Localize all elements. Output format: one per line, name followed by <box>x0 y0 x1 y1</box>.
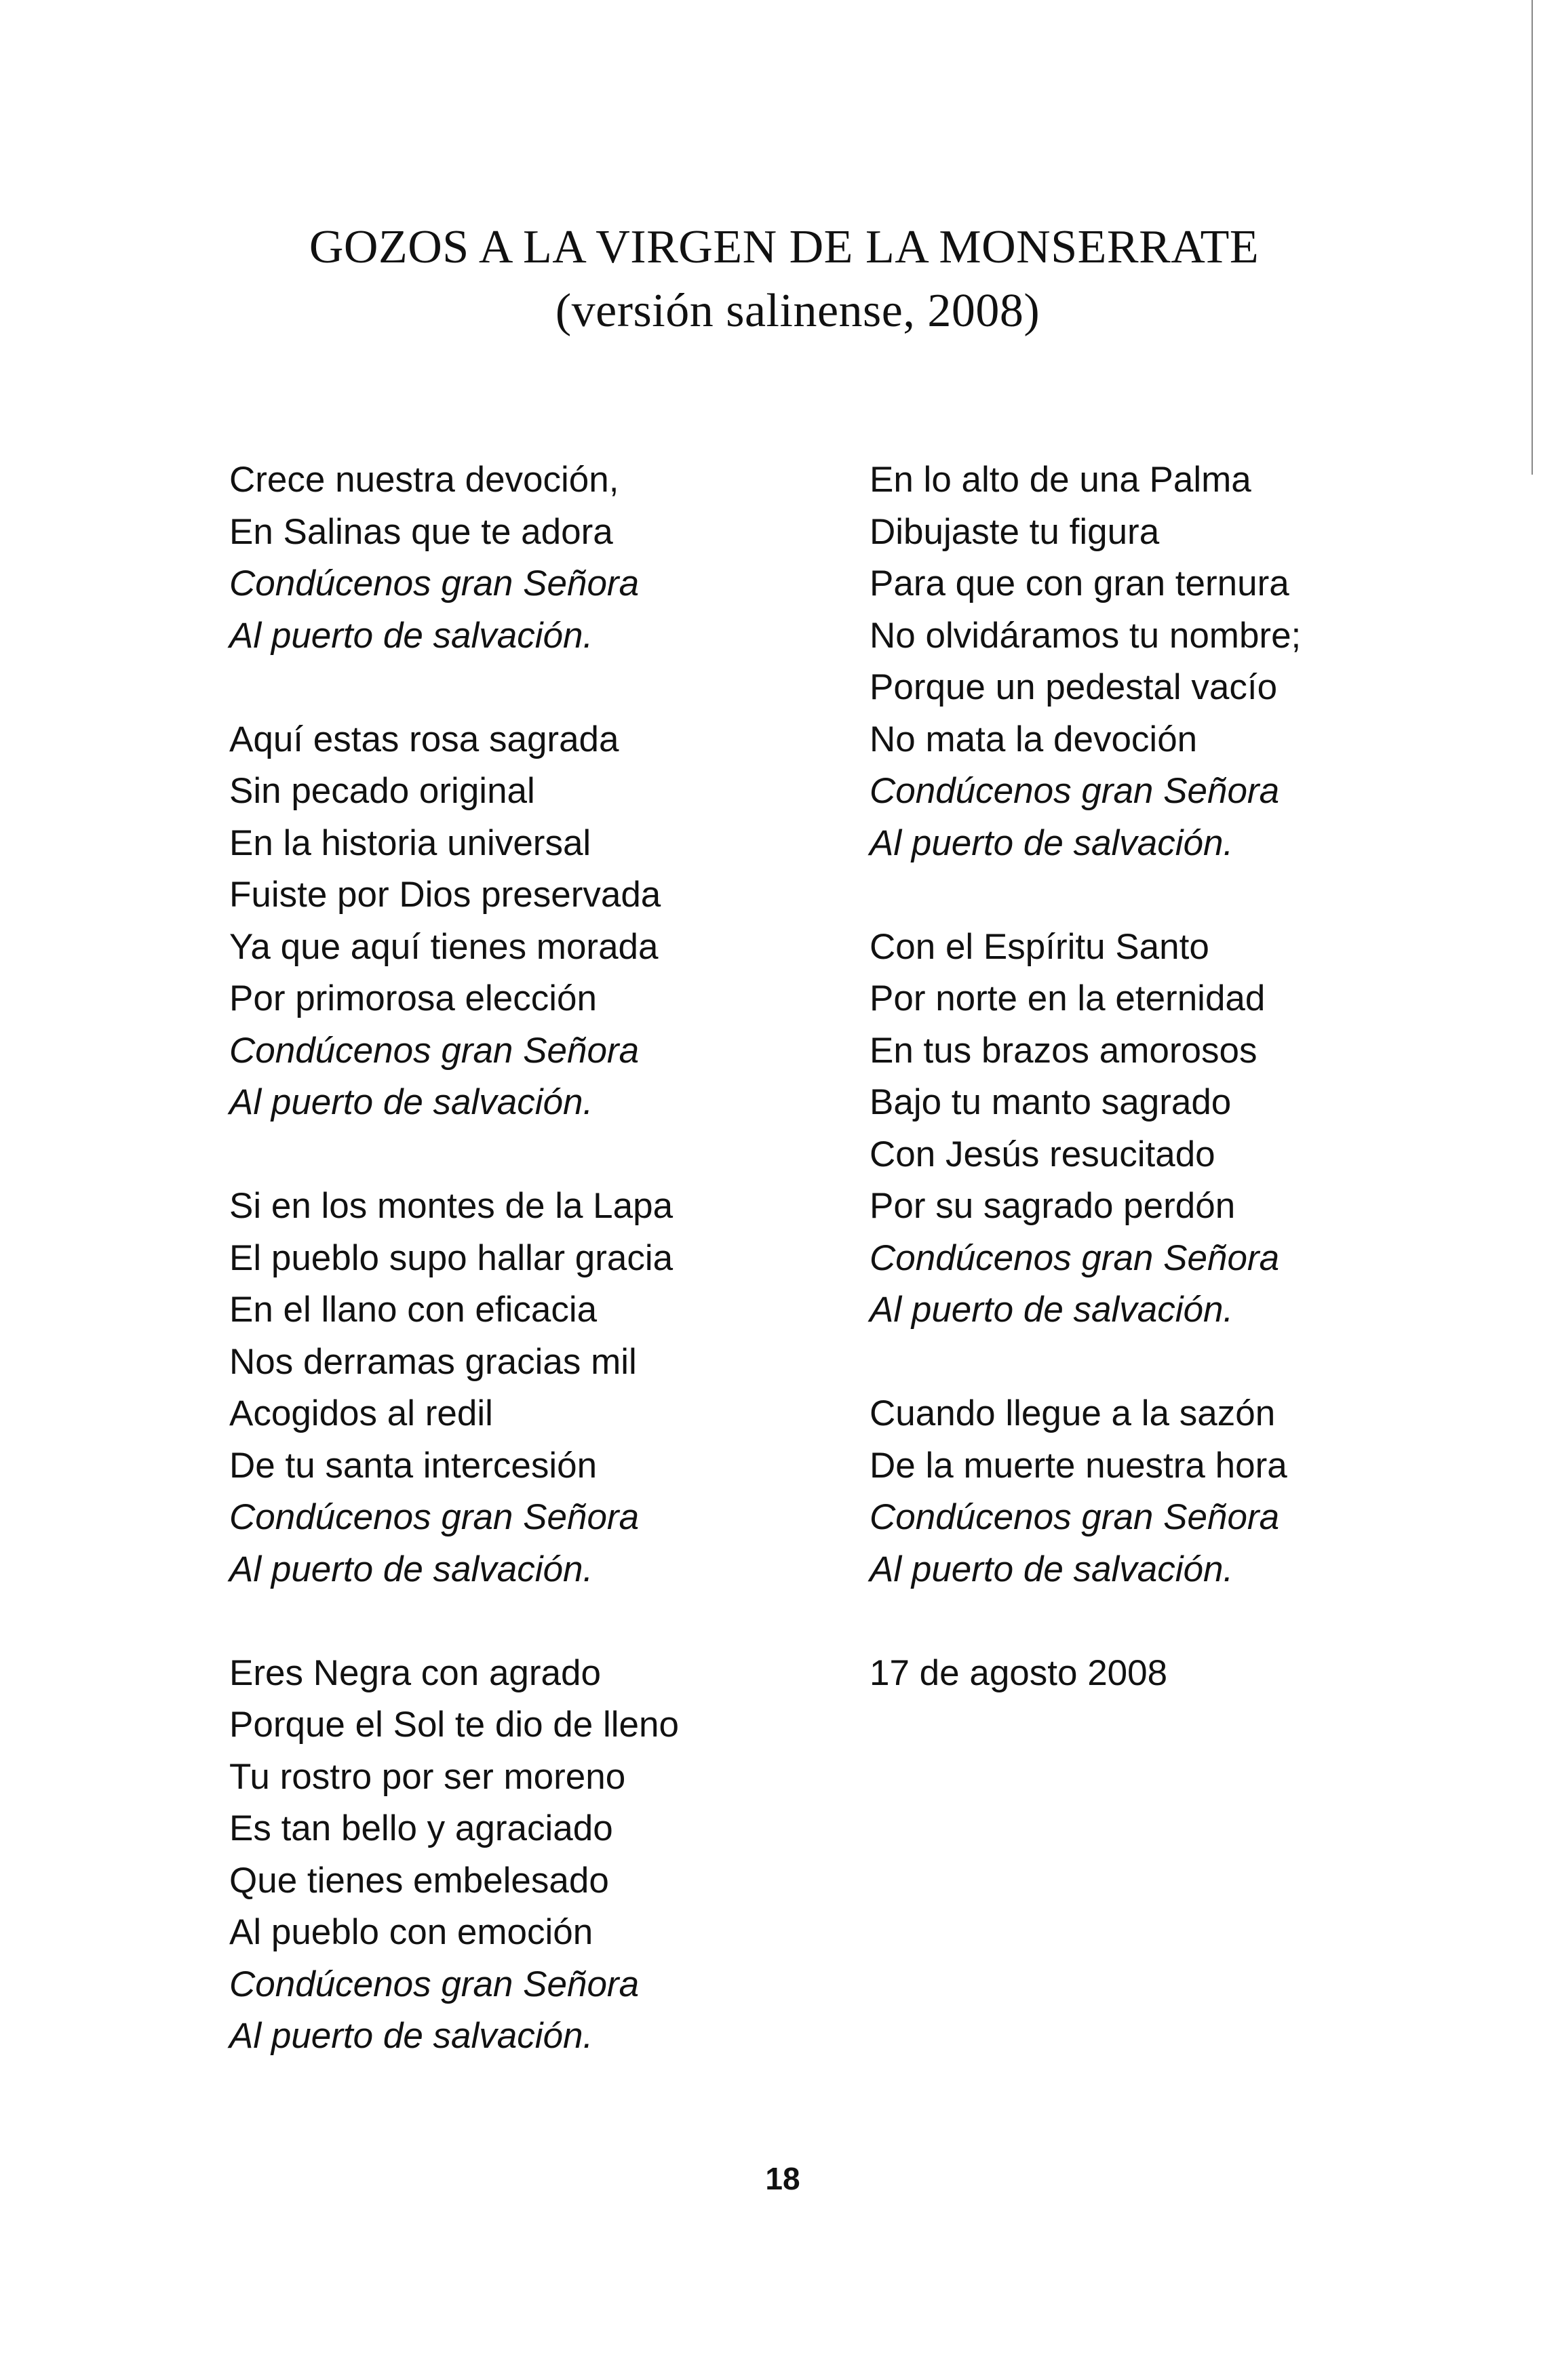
verse-line: Acogidos al redil <box>229 1393 493 1433</box>
verse-line: En el llano con eficacia <box>229 1290 598 1330</box>
page-subtitle: (versión salinense, 2008) <box>555 285 1040 337</box>
verse-line: Porque un pedestal vacío <box>870 667 1278 707</box>
verse-line: En lo alto de una Palma <box>870 460 1251 500</box>
verse-line: Cuando llegue a la sazón <box>870 1393 1276 1433</box>
verse-line: Dibujaste tu figura <box>870 511 1160 552</box>
refrain-line: Al puerto de salvación. <box>229 1549 593 1589</box>
refrain-line: Condúcenos gran Señora <box>870 771 1280 811</box>
date-stanza <box>870 1648 1480 1700</box>
stanza-left-1 <box>229 454 785 662</box>
stanza-right-2 <box>870 921 1480 1336</box>
refrain-line: Condúcenos gran Señora <box>870 1497 1280 1537</box>
verse-line: Crece nuestra devoción, <box>229 460 619 500</box>
verse-line: De la muerte nuestra hora <box>870 1445 1287 1486</box>
verse-line: Por su sagrado perdón <box>870 1186 1236 1226</box>
page-number: 18 <box>765 2161 800 2196</box>
verse-line: En tus brazos amorosos <box>870 1030 1257 1071</box>
refrain-line: Al puerto de salvación. <box>870 1549 1234 1589</box>
refrain-line: Condúcenos gran Señora <box>229 1030 640 1071</box>
verse-line: Que tienes embelesado <box>229 1860 609 1901</box>
verse-line: Con el Espíritu Santo <box>870 926 1209 967</box>
verse-line: Al pueblo con emoción <box>229 1912 593 1952</box>
refrain-line: Condúcenos gran Señora <box>229 1964 640 2004</box>
page-title: GOZOS A LA VIRGEN DE LA MONSERRATE <box>309 221 1260 273</box>
verse-line: En la historia universal <box>229 822 591 863</box>
verse-line: Tu rostro por ser moreno <box>229 1756 626 1797</box>
verse-line: En Salinas que te adora <box>229 511 613 552</box>
refrain-line: Condúcenos gran Señora <box>229 563 640 603</box>
verse-line: Ya que aquí tienes morada <box>229 926 659 967</box>
refrain-line: Al puerto de salvación. <box>229 615 593 656</box>
stanza-right-3 <box>870 1388 1480 1595</box>
verse-line: Es tan bello y agraciado <box>229 1808 613 1848</box>
verse-line: De tu santa intercesión <box>229 1445 598 1486</box>
verse-line: No mata la devoción <box>870 719 1198 759</box>
verse-line: El pueblo supo hallar gracia <box>229 1237 674 1278</box>
verse-line: Fuiste por Dios preservada <box>229 875 661 915</box>
refrain-line: Condúcenos gran Señora <box>229 1497 640 1537</box>
refrain-line: Al puerto de salvación. <box>870 822 1234 863</box>
verse-line: Por norte en la eternidad <box>870 978 1266 1018</box>
verse-line: Para que con gran ternura <box>870 563 1289 603</box>
verse-line: Porque el Sol te dio de lleno <box>229 1705 679 1745</box>
verse-line: Si en los montes de la Lapa <box>229 1186 674 1226</box>
verse-line: Aquí estas rosa sagrada <box>229 719 619 759</box>
verse-line: Nos derramas gracias mil <box>229 1341 637 1382</box>
right-column <box>870 454 1480 1699</box>
verse-line: Sin pecado original <box>229 771 535 811</box>
verse-line: Bajo tu manto sagrado <box>870 1082 1232 1122</box>
date-line: 17 de agosto 2008 <box>870 1652 1168 1693</box>
stanza-left-2 <box>229 714 785 1129</box>
left-column <box>229 454 785 2063</box>
stanza-right-1 <box>870 454 1480 869</box>
refrain-line: Al puerto de salvación. <box>229 2016 593 2056</box>
verse-line: No olvidáramos tu nombre; <box>870 615 1302 656</box>
refrain-line: Al puerto de salvación. <box>870 1290 1234 1330</box>
verse-line: Con Jesús resucitado <box>870 1134 1215 1174</box>
stanza-left-4 <box>229 1648 785 2063</box>
verse-line: Por primorosa elección <box>229 978 598 1018</box>
refrain-line: Al puerto de salvación. <box>229 1082 593 1122</box>
refrain-line: Condúcenos gran Señora <box>870 1237 1280 1278</box>
title-block <box>0 216 1541 343</box>
verse-line: Eres Negra con agrado <box>229 1652 601 1693</box>
stanza-left-3 <box>229 1181 785 1595</box>
